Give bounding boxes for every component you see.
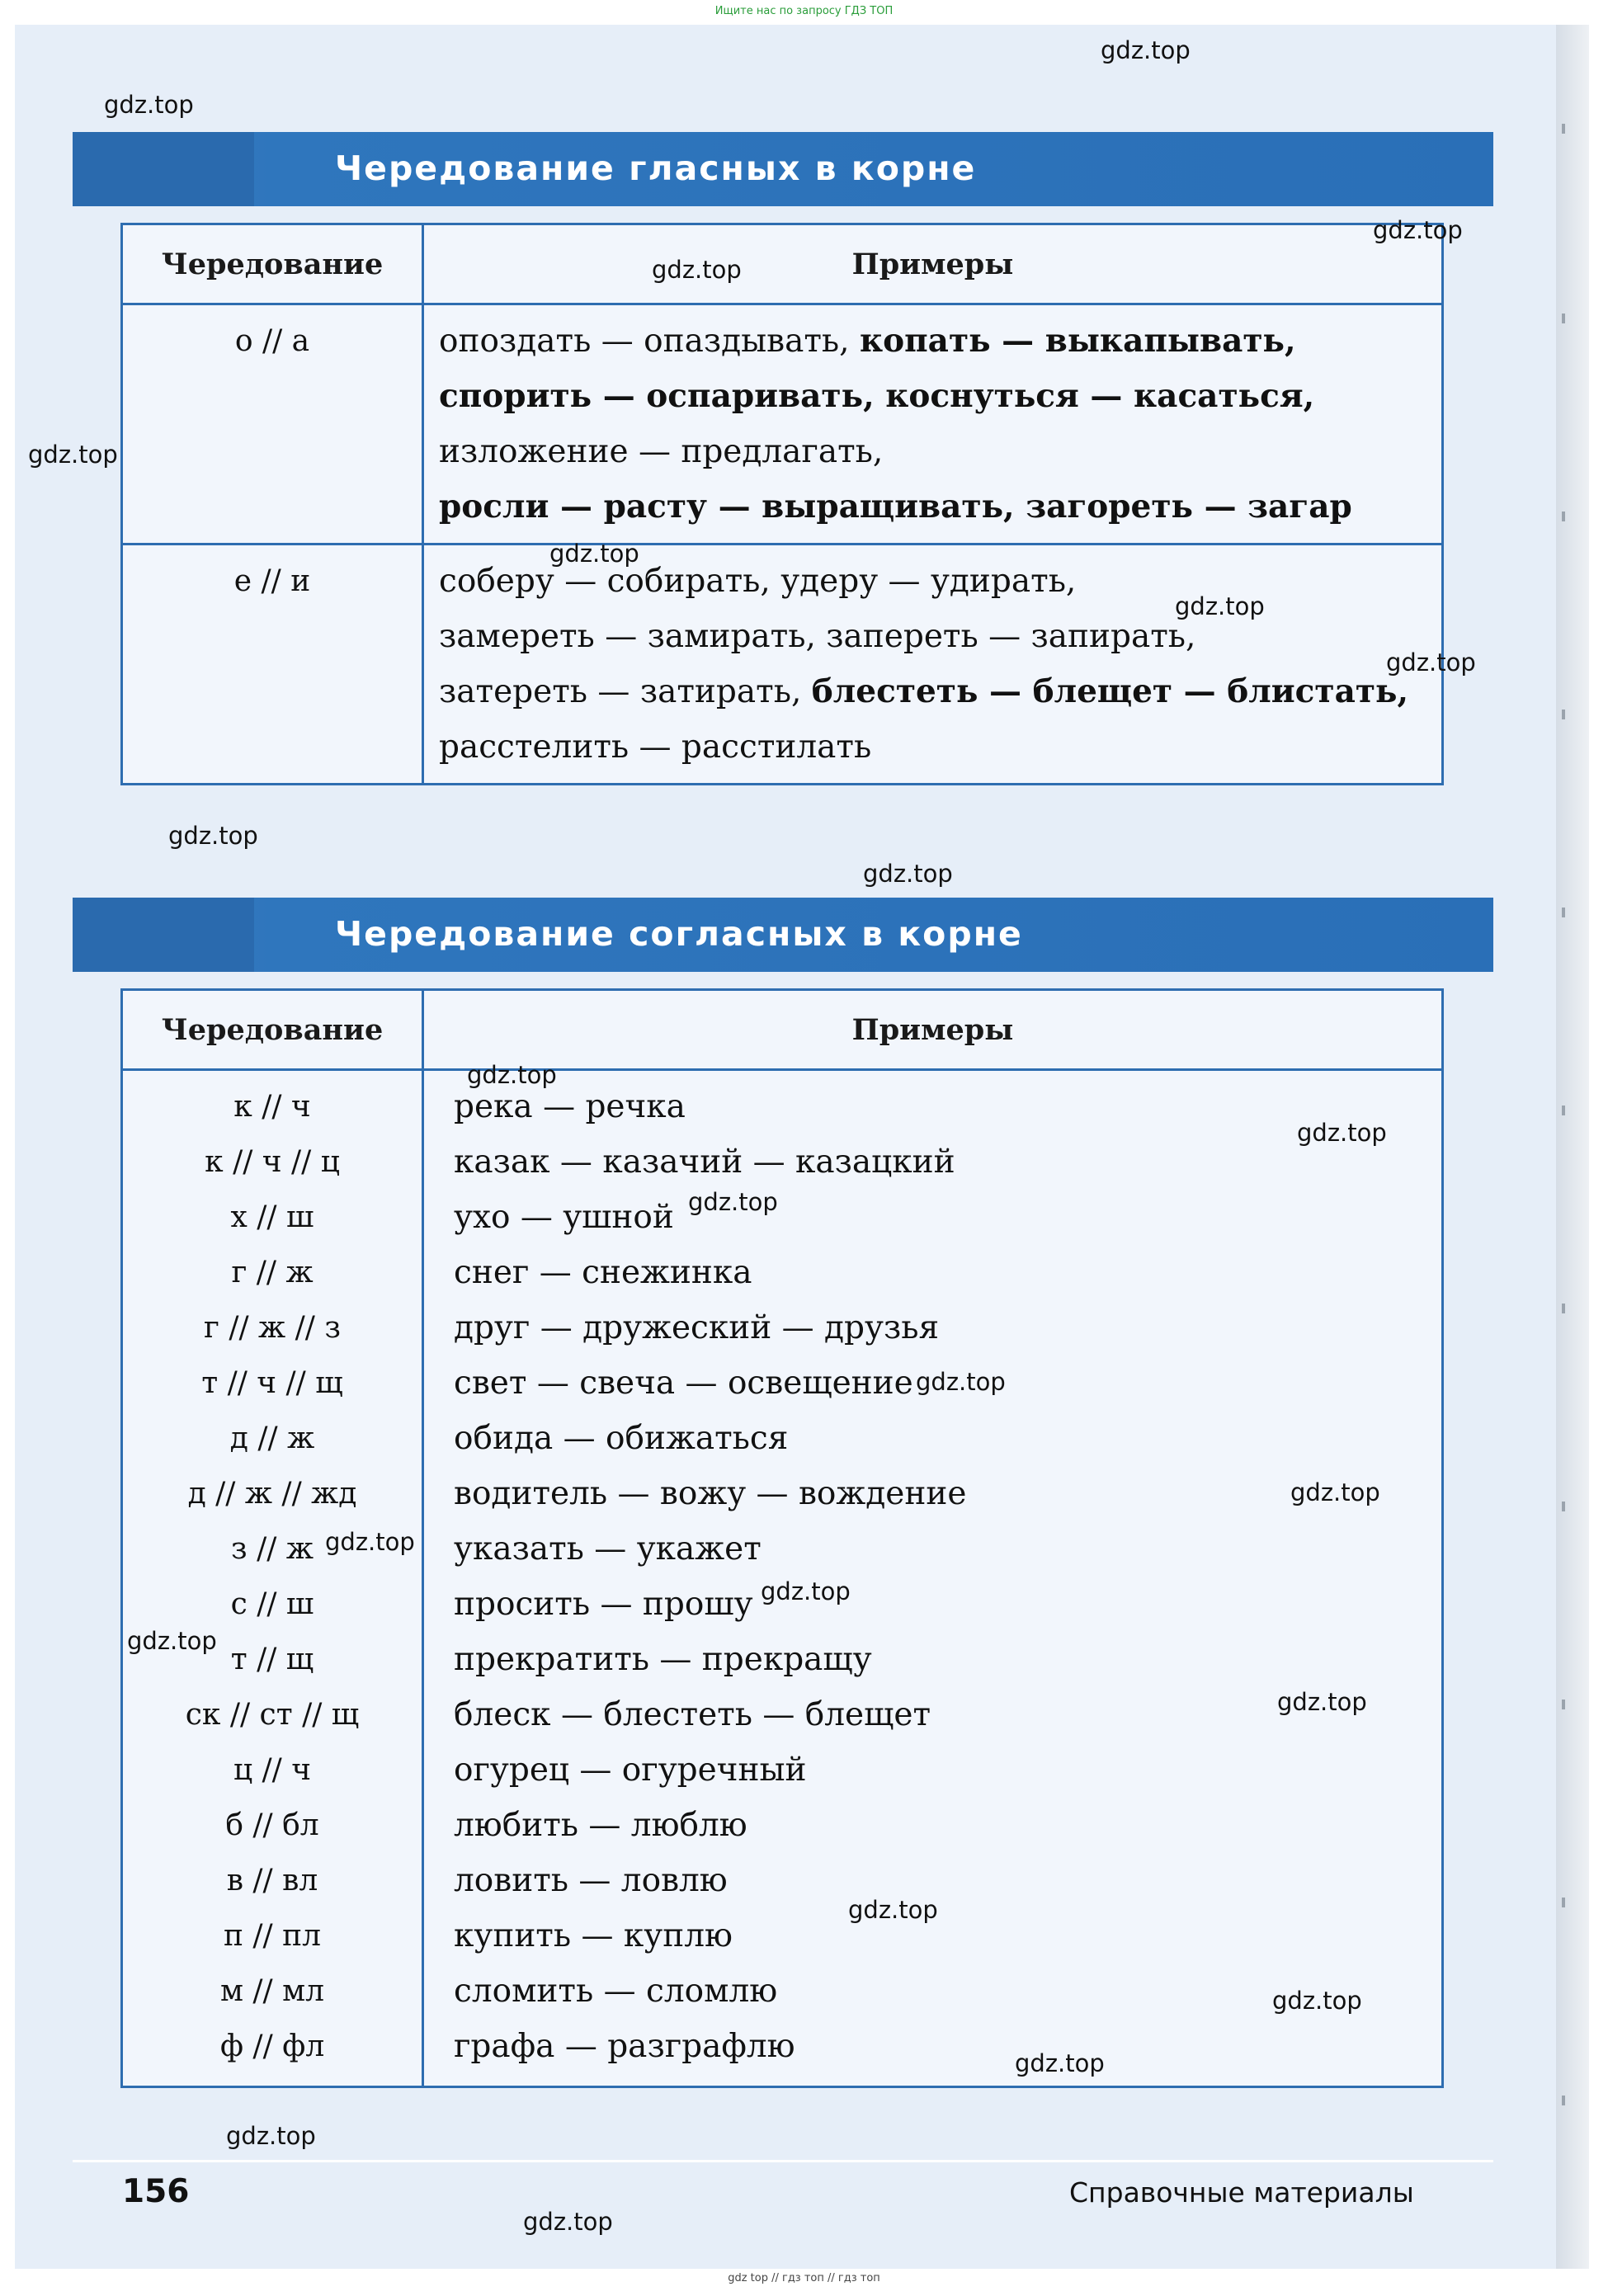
- alternation-item: в // вл: [226, 1864, 318, 1898]
- example-text: изложение — предлагать,: [439, 433, 884, 470]
- watermark: gdz.top: [1277, 1688, 1367, 1716]
- binding-stitch: [1562, 1106, 1565, 1115]
- watermark: gdz.top: [226, 2122, 316, 2150]
- alternation-item: м // мл: [219, 1974, 325, 2008]
- column-header-alternation: Чередование: [122, 990, 423, 1070]
- alternation-item: д // ж: [229, 1421, 315, 1455]
- watermark: gdz.top: [168, 822, 258, 850]
- example-item: друг — дружеский — друзья: [454, 1309, 940, 1346]
- table-row: [122, 304, 1443, 545]
- binding-stitch: [1562, 1898, 1565, 1907]
- watermark: gdz.top: [1272, 1987, 1362, 2015]
- alternation-item: д // ж // жд: [187, 1477, 357, 1511]
- example-text: росли — расту — выращивать, загореть — загар: [439, 488, 1352, 526]
- watermark: gdz.top: [761, 1577, 851, 1605]
- example-item: просить — прошу: [454, 1586, 753, 1623]
- vowels-section-title: Чередование гласных в корне: [335, 149, 977, 188]
- alternation-item: п // пл: [223, 1919, 321, 1953]
- table-header-row: [122, 224, 1443, 304]
- example-item: сломить — сломлю: [454, 1973, 778, 2010]
- alternation-cell: о // а: [122, 304, 423, 545]
- alternation-item: ск // ст // щ: [185, 1698, 360, 1732]
- watermark: gdz.top: [104, 91, 194, 119]
- watermark: gdz.top: [863, 860, 953, 888]
- watermark: gdz.top: [523, 2208, 613, 2236]
- example-line: [439, 609, 1441, 664]
- binding-stitch: [1562, 2096, 1565, 2105]
- table-header-row: [122, 990, 1443, 1070]
- watermark: gdz.top: [1386, 648, 1476, 677]
- example-item: графа — разграфлю: [454, 2028, 795, 2065]
- watermark: gdz.top: [127, 1627, 217, 1655]
- example-text: копать — выкапывать,: [859, 322, 1296, 360]
- footer-note: gdz top // гдз топ // гдз топ: [728, 2272, 880, 2284]
- watermark: gdz.top: [1015, 2049, 1105, 2077]
- watermark: gdz.top: [916, 1368, 1006, 1396]
- alternation-cell: е // и: [122, 545, 423, 785]
- watermark: gdz.top: [28, 441, 118, 469]
- example-item: водитель — вожу — вождение: [454, 1475, 967, 1512]
- column-header-examples: Примеры: [423, 224, 1443, 304]
- example-text: спорить — оспаривать, коснуться — касаться,: [439, 377, 1315, 415]
- example-item: обида — обижаться: [454, 1420, 789, 1457]
- watermark: gdz.top: [325, 1528, 415, 1556]
- example-text: замереть — замирать, запереть — запирать,: [439, 618, 1196, 655]
- footer-section-title: Справочные материалы: [1069, 2176, 1414, 2209]
- example-line: [439, 479, 1441, 535]
- example-item: огурец — огуречный: [454, 1751, 807, 1789]
- example-text: блестеть — блещет — блистать,: [811, 672, 1409, 710]
- example-item: ловить — ловлю: [454, 1862, 728, 1899]
- watermark: gdz.top: [1290, 1478, 1380, 1506]
- example-item: казак — казачий — казацкий: [454, 1143, 955, 1181]
- alternation-item: ц // ч: [233, 1753, 312, 1787]
- banner-accent: [73, 132, 254, 206]
- binding-stitch: [1562, 124, 1565, 134]
- examples-cell: [423, 1070, 1443, 2087]
- example-text: расстелить — расстилать: [439, 728, 872, 766]
- example-item: блеск — блестеть — блещет: [454, 1696, 931, 1733]
- consonants-section-title: Чередование согласных в корне: [335, 914, 1023, 954]
- examples-cell: [423, 304, 1443, 545]
- example-item: прекратить — прекращу: [454, 1641, 872, 1678]
- example-line: [439, 314, 1441, 369]
- banner-accent: [73, 898, 254, 972]
- example-item: любить — люблю: [454, 1807, 747, 1844]
- watermark: gdz.top: [688, 1188, 778, 1216]
- example-item: купить — куплю: [454, 1917, 733, 1954]
- vowels-table: [120, 223, 1444, 785]
- page-number: 156: [122, 2173, 190, 2210]
- examples-list: [424, 1071, 1441, 2086]
- watermark: gdz.top: [1175, 592, 1265, 620]
- binding-stitch: [1562, 314, 1565, 323]
- vowels-section-banner: [73, 132, 1493, 206]
- watermark: gdz.top: [467, 1061, 557, 1089]
- watermark: gdz.top: [1101, 36, 1191, 64]
- header-note: Ищите нас по запросу ГДЗ ТОП: [714, 5, 894, 17]
- footer-divider: [73, 2160, 1493, 2162]
- consonants-section-banner: [73, 898, 1493, 972]
- column-header-alternation: Чередование: [122, 224, 423, 304]
- alternation-item: ф // фл: [219, 2030, 325, 2063]
- watermark: gdz.top: [848, 1896, 938, 1924]
- table-row: [122, 545, 1443, 785]
- alternation-list: [123, 1071, 422, 2086]
- page-binding-edge: [1556, 25, 1589, 2269]
- alternation-cell: [122, 1070, 423, 2087]
- column-header-examples: Примеры: [423, 990, 1443, 1070]
- example-text: опоздать — опаздывать,: [439, 323, 860, 360]
- alternation-item: х // ш: [230, 1200, 314, 1234]
- consonants-table: [120, 988, 1444, 2088]
- example-item: снег — снежинка: [454, 1254, 752, 1291]
- watermark: gdz.top: [549, 540, 639, 568]
- example-text: соберу — собирать, удеру — удирать,: [439, 563, 1077, 600]
- alternation-item: к // ч: [233, 1090, 311, 1124]
- binding-stitch: [1562, 512, 1565, 521]
- example-item: река — речка: [454, 1088, 686, 1125]
- example-item: ухо — ушной: [454, 1199, 674, 1236]
- alternation-item: з // ж: [231, 1532, 314, 1566]
- example-item: свет — свеча — освещение: [454, 1365, 913, 1402]
- example-item: указать — укажет: [454, 1530, 762, 1568]
- binding-stitch: [1562, 1700, 1565, 1709]
- example-text: затереть — затирать,: [439, 673, 812, 710]
- binding-stitch: [1562, 710, 1565, 719]
- alternation-item: б // бл: [225, 1808, 319, 1842]
- alternation-item: т // ч // щ: [201, 1366, 343, 1400]
- example-line: [439, 719, 1441, 775]
- watermark: gdz.top: [1297, 1119, 1387, 1147]
- watermark: gdz.top: [652, 256, 742, 284]
- alternation-item: г // ж // з: [204, 1311, 341, 1345]
- alternation-item: г // ж: [231, 1256, 314, 1289]
- alternation-item: с // ш: [230, 1587, 314, 1621]
- example-line: [439, 369, 1441, 424]
- example-line: [439, 424, 1441, 479]
- binding-stitch: [1562, 1304, 1565, 1313]
- watermark: gdz.top: [1373, 216, 1463, 244]
- alternation-item: к // ч // ц: [205, 1145, 340, 1179]
- binding-stitch: [1562, 908, 1565, 917]
- example-line: [439, 664, 1441, 719]
- binding-stitch: [1562, 1502, 1565, 1511]
- examples-cell: [423, 545, 1443, 785]
- alternation-item: т // щ: [230, 1643, 314, 1676]
